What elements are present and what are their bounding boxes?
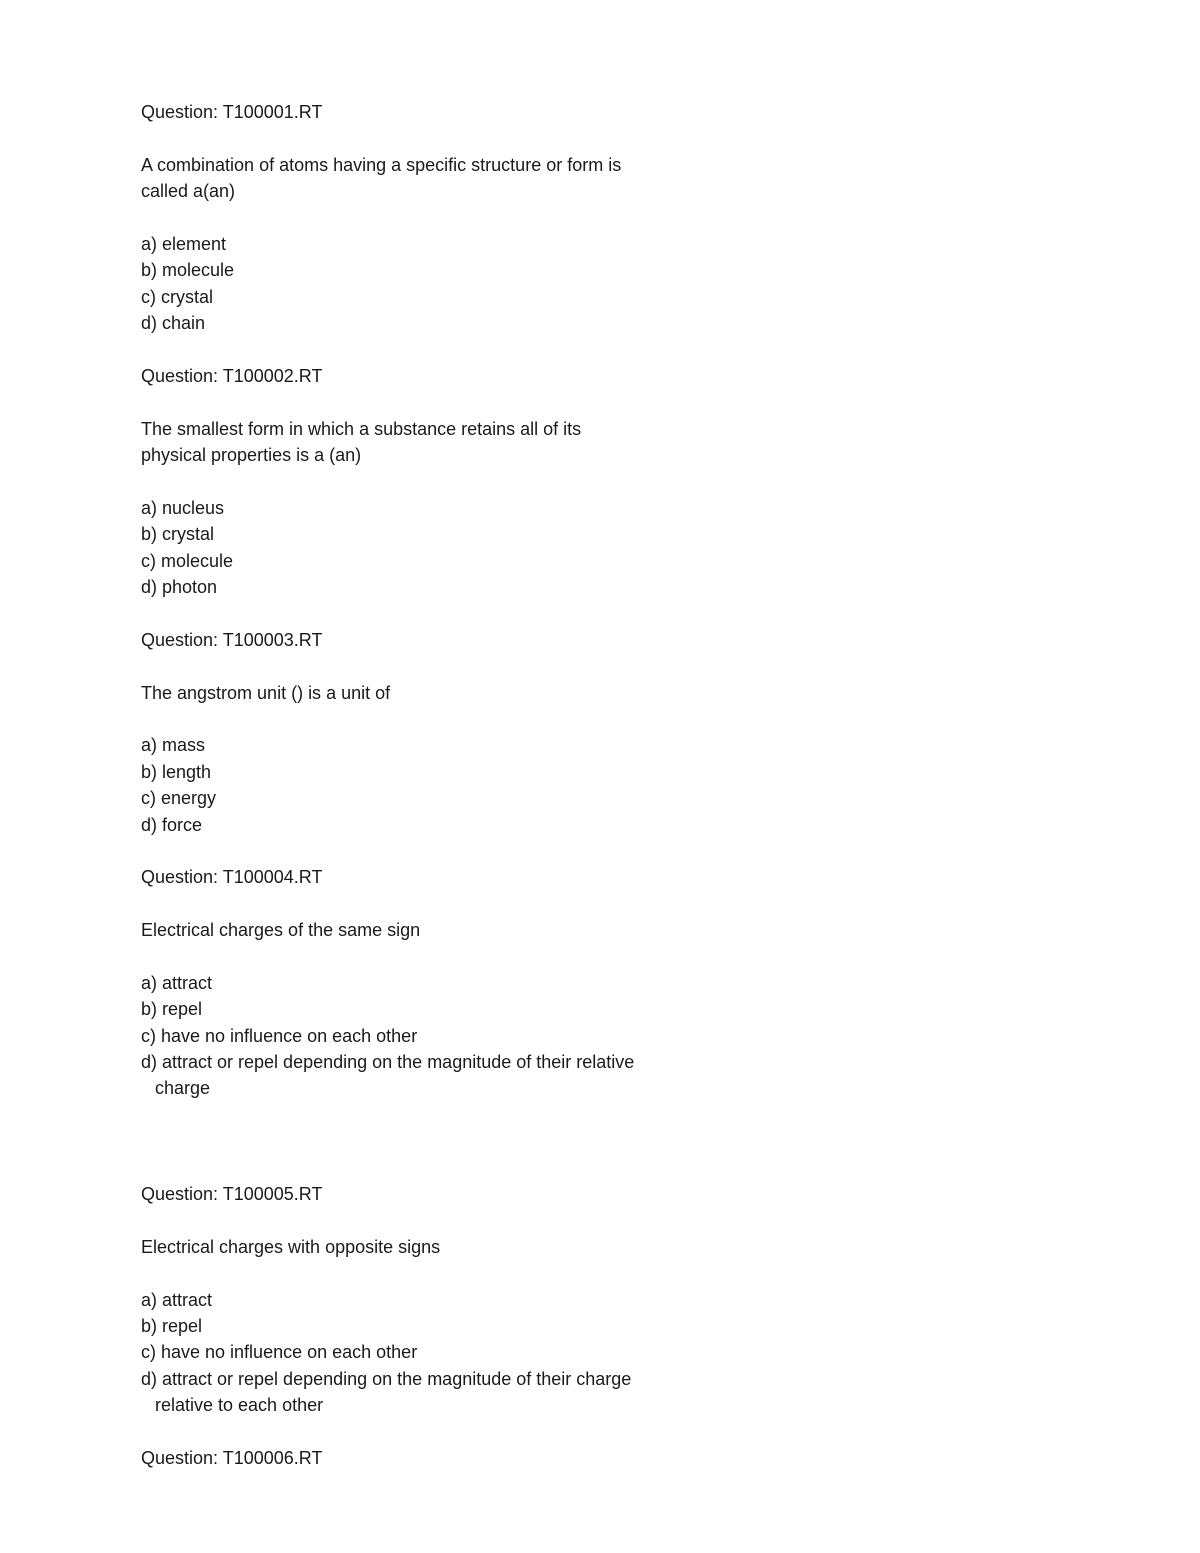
question-stem: Electrical charges of the same sign: [141, 920, 421, 941]
question-stem: Electrical charges with opposite signs: [141, 1236, 441, 1257]
question-stem: The angstrom unit () is a unit of: [141, 682, 391, 703]
question-id: Question: T100006.RT: [141, 1447, 323, 1468]
question-id: Question: T100002.RT: [141, 365, 323, 386]
answer-option: a) nucleus: [141, 497, 225, 518]
question-block: [141, 1181, 841, 1445]
question-stem: called a(an): [141, 181, 236, 202]
answer-option: d) attract or repel depending on the magnitude of their relative: [141, 1052, 635, 1073]
question-block: [141, 627, 841, 865]
answer-option: d) photon: [141, 577, 218, 598]
question-id: Question: T100004.RT: [141, 867, 323, 888]
question-block: [141, 864, 841, 1181]
question-block: [141, 363, 841, 627]
answer-option: a) attract: [141, 972, 213, 993]
question-id: Question: T100001.RT: [141, 102, 323, 122]
document-page: [141, 99, 841, 1471]
answer-option: d) attract or repel depending on the magnitude of their charge: [141, 1368, 632, 1389]
answer-option: c) energy: [141, 788, 217, 809]
answer-option: a) mass: [141, 735, 206, 756]
question-stem: A combination of atoms having a specific structure or form is: [141, 154, 622, 175]
answer-option: b) repel: [141, 999, 203, 1020]
answer-option: c) have no influence on each other: [141, 1342, 418, 1363]
answer-option: b) repel: [141, 1315, 203, 1336]
answer-option: a) element: [141, 233, 227, 254]
answer-option: c) have no influence on each other: [141, 1025, 418, 1046]
answer-option: c) molecule: [141, 550, 234, 571]
answer-option: b) crystal: [141, 524, 215, 545]
question-stem: The smallest form in which a substance retains all of its: [141, 418, 582, 439]
answer-option: d) force: [141, 814, 203, 835]
question-id: Question: T100005.RT: [141, 1184, 323, 1205]
answer-option: b) molecule: [141, 260, 235, 281]
answer-option-continuation: relative to each other: [155, 1395, 324, 1416]
question-block: [141, 99, 841, 363]
answer-option: b) length: [141, 761, 212, 782]
answer-option: d) chain: [141, 313, 206, 334]
answer-option-continuation: charge: [155, 1078, 211, 1099]
question-block: [141, 1445, 841, 1471]
answer-option: c) crystal: [141, 286, 213, 307]
answer-option: a) attract: [141, 1289, 213, 1310]
question-id: Question: T100003.RT: [141, 629, 323, 650]
question-stem: physical properties is a (an): [141, 445, 362, 466]
